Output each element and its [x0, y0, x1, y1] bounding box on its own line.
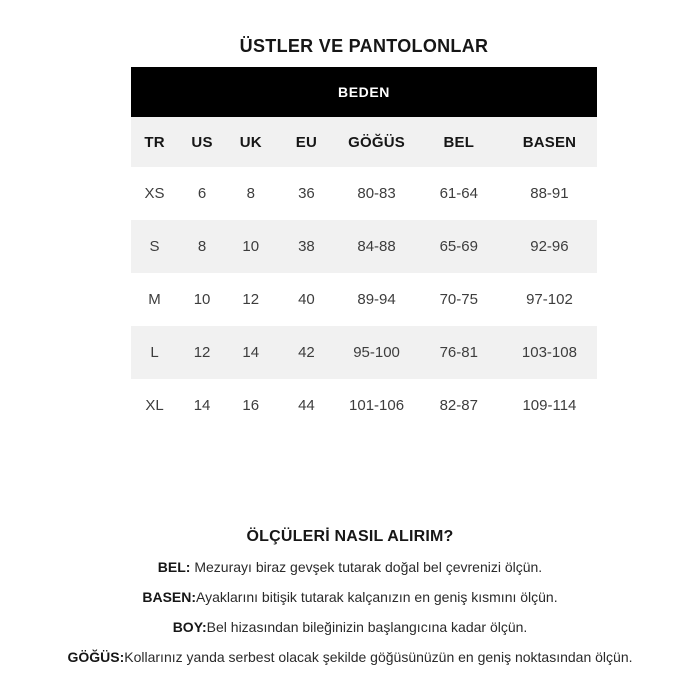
- size-value-cell: 10: [242, 238, 260, 255]
- size-chart-section: [131, 36, 597, 432]
- size-value-cell: 76-81: [439, 344, 478, 361]
- size-table: [131, 117, 597, 432]
- guide-text-gogus: Kollarınız yanda serbest olacak şekilde göğüsünüzün en geniş noktasından ölçün.: [124, 649, 633, 665]
- size-value-cell: XS: [144, 185, 165, 202]
- size-row-s: [131, 220, 597, 273]
- guide-line-basen: [0, 590, 700, 604]
- size-value-cell: 97-102: [526, 291, 573, 308]
- guide-label-gogus: GÖĞÜS:: [67, 649, 125, 665]
- size-value-cell: M: [148, 291, 161, 308]
- size-value-cell: 12: [242, 291, 260, 308]
- size-row-m: [131, 273, 597, 326]
- guide-label-basen: BASEN:: [142, 589, 197, 605]
- table-header-row: [131, 117, 597, 167]
- size-value-cell: 109-114: [522, 397, 577, 414]
- size-value-cell: 6: [197, 185, 207, 202]
- size-value-cell: 44: [298, 397, 315, 414]
- guide-text-boy: Bel hizasından bileğinizin başlangıcına kadar ölçün.: [206, 619, 528, 635]
- size-value-cell: 14: [242, 344, 260, 361]
- measurement-guide-heading: ÖLÇÜLERİ NASIL ALIRIM?: [246, 528, 454, 545]
- measurement-guide-section: [0, 527, 700, 680]
- size-value-cell: 65-69: [439, 238, 478, 255]
- size-value-cell: 95-100: [353, 344, 400, 361]
- size-value-cell: 12: [193, 344, 211, 361]
- size-value-cell: XL: [145, 397, 164, 414]
- guide-label-boy: BOY:: [172, 619, 207, 635]
- column-header-uk: UK: [239, 133, 262, 151]
- size-value-cell: 88-91: [530, 185, 569, 202]
- column-header-eu: EU: [295, 133, 318, 151]
- size-value-cell: 61-64: [439, 185, 478, 202]
- size-value-cell: 82-87: [439, 397, 478, 414]
- size-value-cell: 89-94: [357, 291, 396, 308]
- size-value-cell: 103-108: [521, 344, 577, 361]
- table-title: BEDEN: [337, 84, 390, 100]
- size-value-cell: 84-88: [357, 238, 396, 255]
- size-row-xs: [131, 167, 597, 220]
- size-value-cell: 14: [193, 397, 211, 414]
- guide-line-bel: [0, 560, 700, 574]
- column-header-gogus: GÖĞÜS: [348, 133, 405, 151]
- size-value-cell: 92-96: [530, 238, 569, 255]
- size-value-cell: 40: [298, 291, 315, 308]
- size-value-cell: 80-83: [357, 185, 396, 202]
- size-value-cell: L: [150, 344, 159, 361]
- size-value-cell: 10: [193, 291, 211, 308]
- guide-line-gogus: [0, 650, 700, 664]
- guide-text-bel: Mezurayı biraz gevşek tutarak doğal bel çevrenizi ölçün.: [190, 559, 543, 575]
- guide-line-boy: [0, 620, 700, 634]
- table-title-bar: [131, 67, 597, 117]
- size-row-l: [131, 326, 597, 379]
- page-title: ÜSTLER VE PANTOLONLAR: [239, 36, 489, 56]
- size-row-xl: [131, 379, 597, 432]
- size-value-cell: S: [149, 238, 160, 255]
- size-value-cell: 101-106: [349, 397, 405, 414]
- column-header-us: US: [191, 133, 213, 151]
- size-value-cell: 42: [298, 344, 315, 361]
- column-header-tr: TR: [144, 133, 165, 151]
- size-value-cell: 16: [242, 397, 260, 414]
- guide-label-bel: BEL:: [157, 559, 191, 575]
- size-value-cell: 8: [197, 238, 207, 255]
- size-value-cell: 8: [246, 185, 255, 202]
- guide-text-basen: Ayaklarını bitişik tutarak kalçanızın en geniş kısmını ölçün.: [196, 589, 558, 605]
- size-value-cell: 70-75: [439, 291, 478, 308]
- column-header-bel: BEL: [443, 133, 475, 151]
- column-header-basen: BASEN: [522, 133, 577, 151]
- size-value-cell: 38: [298, 238, 315, 255]
- size-value-cell: 36: [298, 185, 315, 202]
